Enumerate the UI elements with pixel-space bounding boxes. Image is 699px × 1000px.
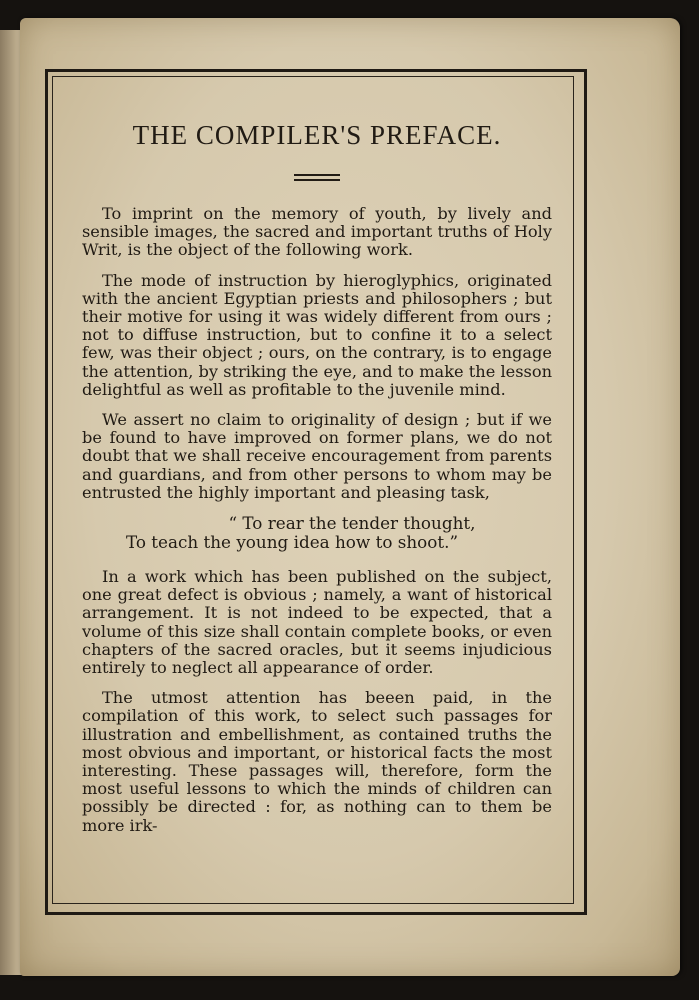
preface-text-block: [82, 118, 552, 835]
verse-quotation: [82, 514, 552, 552]
paragraph-3: We assert no claim to originality of design ; but if we be found to have improved on former plans, we do not doubt that we shall receive encouragement from parents and guardians, and from other persons to whom may be entrusted the highly important and pleasing task,: [82, 410, 552, 502]
paragraph-2: The mode of instruction by hieroglyphics, originated with the ancient Egyptian priests and philosophers ; but their motive for using it was widely different from ours ; not to diffuse instruction, but to confine it to a select few, was their object ; ours, on the contrary, is to engage the attention, by striking the eye, and to make the lesson delightful as well as profitable to the juvenile mind.: [82, 270, 552, 399]
verse-line-1: “ To rear the tender thought,: [228, 513, 476, 534]
page-title: THE COMPILER'S PREFACE.: [132, 120, 502, 150]
paragraph-5: The utmost attention has beeen paid, in the compilation of this work, to select such passages for illustration and embellishment, as contained truths the most obvious and important, or historical facts the most interesting. These passages will, therefore, form the most useful lessons to which the minds of children can possibly be directed : for, as nothing can to them be more irk-: [82, 688, 552, 835]
verse-line-2: To teach the young idea how to shoot.”: [125, 532, 459, 553]
paragraph-1: To imprint on the memory of youth, by lively and sensible images, the sacred and important truths of Holy Writ, is the object of the following work.: [82, 204, 552, 260]
paragraph-4: In a work which has been published on the subject, one great defect is obvious ; namely, a want of historical arrangement. It is not indeed to be expected, that a volume of this size shall contain complete books, or even chapters of the sacred oracles, but it seems injudicious entirely to neglect all appearance of order.: [82, 567, 552, 678]
title-double-rule: [294, 174, 340, 181]
